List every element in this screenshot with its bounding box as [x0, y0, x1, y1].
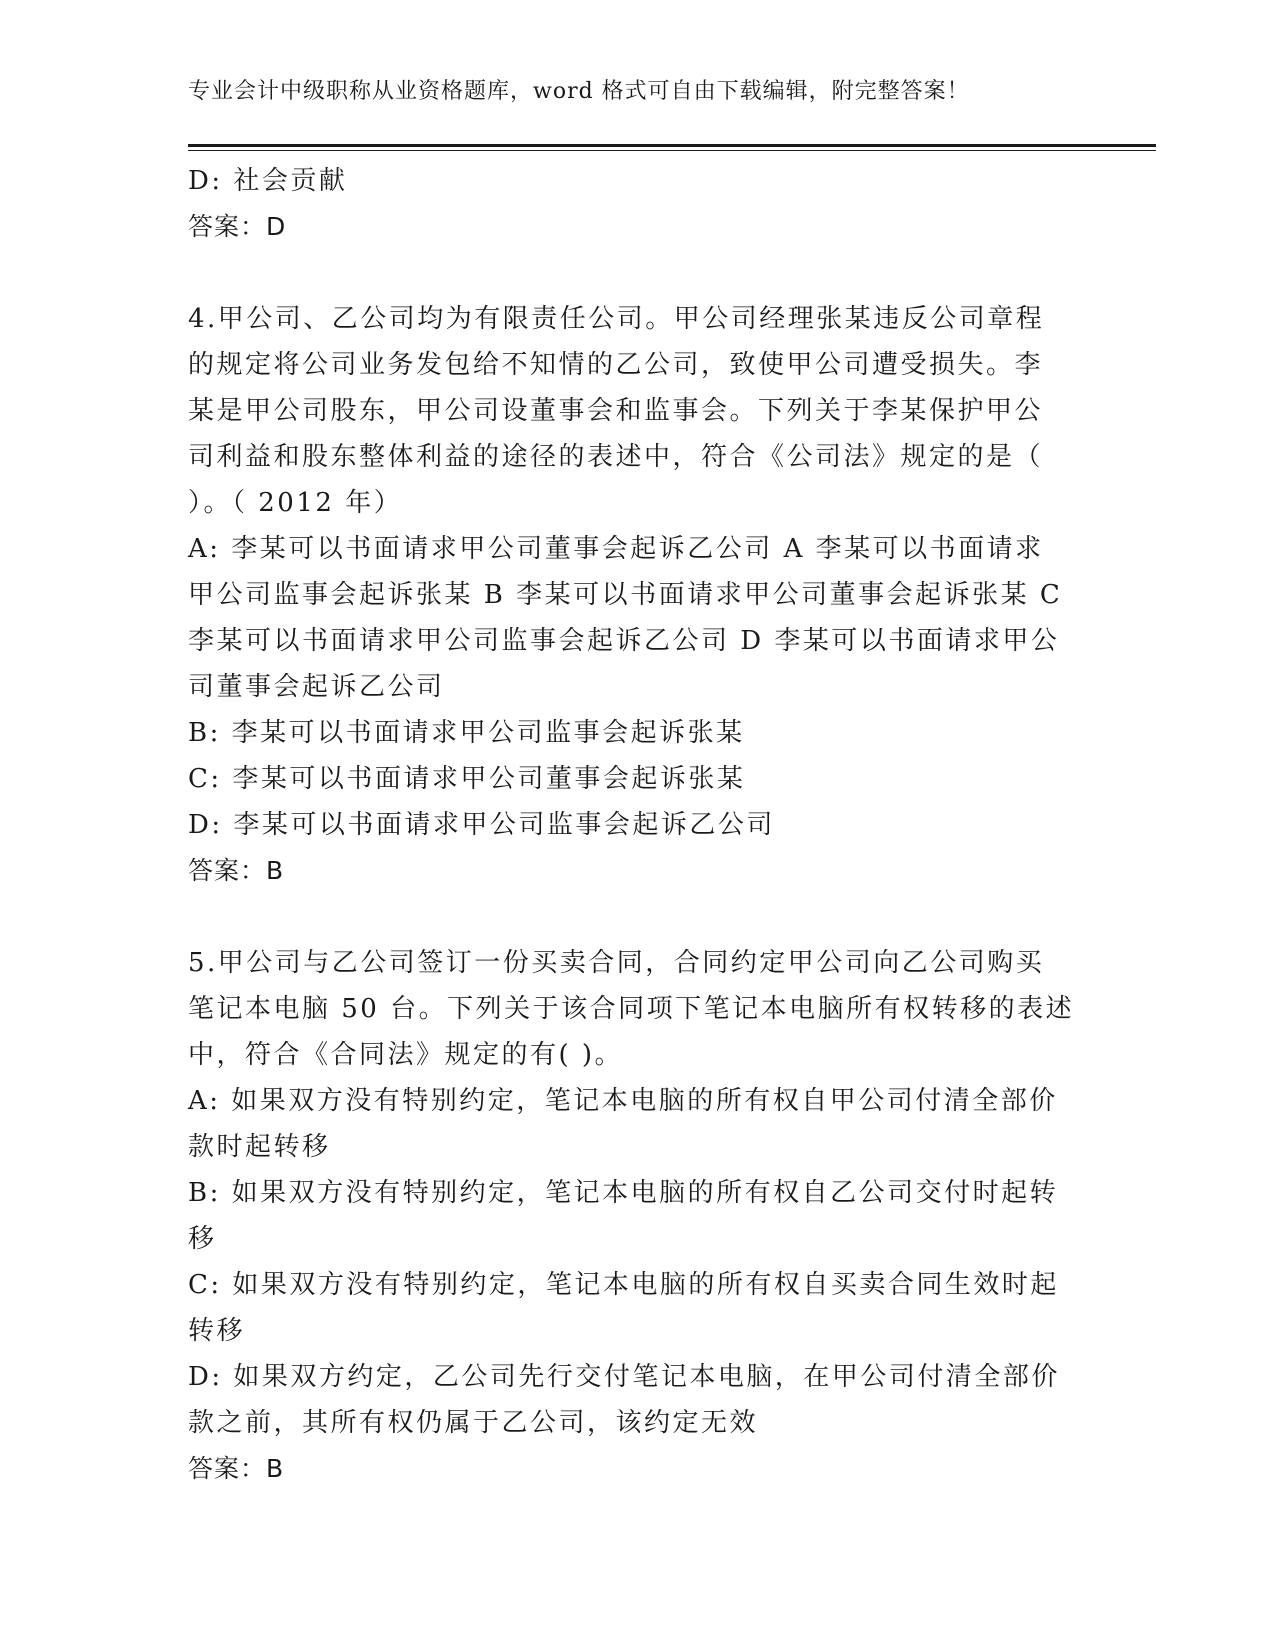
q4-option-a-line: 李某可以书面请求甲公司监事会起诉乙公司 D 李某可以书面请求甲公 — [188, 626, 1060, 656]
q5-option-c-line: C: 如果双方没有特别约定，笔记本电脑的所有权自买卖合同生效时起 — [188, 1270, 1059, 1300]
q5-option-d-line: D: 如果双方约定，乙公司先行交付笔记本电脑，在甲公司付清全部价 — [188, 1362, 1060, 1392]
q4-option-a-line: 甲公司监事会起诉张某 B 李某可以书面请求甲公司董事会起诉张某 C — [188, 580, 1063, 610]
question-content — [188, 158, 1088, 1492]
q5-option-a-line: 款时起转移 — [188, 1132, 331, 1162]
spacer — [188, 894, 1088, 940]
header-rule-thin — [188, 150, 1156, 151]
q5-option-d-line: 款之前，其所有权仍属于乙公司，该约定无效 — [188, 1408, 759, 1438]
q5-option-b-line: B: 如果双方没有特别约定，笔记本电脑的所有权自乙公司交付时起转 — [188, 1178, 1059, 1208]
q4-stem-line: ）。（ 2012 年） — [188, 488, 403, 518]
q4-option-a-line: 司董事会起诉乙公司 — [188, 672, 445, 702]
q4-stem-line: 某是甲公司股东，甲公司设董事会和监事会。下列关于李某保护甲公 — [188, 396, 1044, 426]
q3-option-d: D: 社会贡献 — [188, 166, 348, 196]
header-rule-thick — [188, 144, 1156, 147]
q5-option-a-line: A: 如果双方没有特别约定，笔记本电脑的所有权自甲公司付清全部价 — [188, 1086, 1058, 1116]
q4-stem-line: 司利益和股东整体利益的途径的表述中，符合《公司法》规定的是（ — [188, 442, 1044, 472]
question-5 — [188, 940, 1088, 1492]
q5-stem-line: 5.甲公司与乙公司签订一份买卖合同，合同约定甲公司向乙公司购买 — [188, 948, 1045, 978]
q5-stem-line: 笔记本电脑 50 台。下列关于该合同项下笔记本电脑所有权转移的表述 — [188, 994, 1075, 1024]
page-header: 专业会计中级职称从业资格题库，word 格式可自由下载编辑，附完整答案！ — [188, 79, 970, 104]
question-4 — [188, 296, 1088, 894]
q4-option-a-line: A: 李某可以书面请求甲公司董事会起诉乙公司 A 李某可以书面请求 — [188, 534, 1044, 564]
q5-option-b-line: 移 — [188, 1224, 217, 1254]
spacer — [188, 250, 1088, 296]
q4-stem-line: 的规定将公司业务发包给不知情的乙公司，致使甲公司遭受损失。李 — [188, 350, 1044, 380]
q5-option-c-line: 转移 — [188, 1316, 246, 1346]
q4-option-c: C: 李某可以书面请求甲公司董事会起诉张某 — [188, 764, 746, 794]
q3-answer: 答案：D — [188, 212, 287, 241]
q4-stem-line: 4.甲公司、乙公司均为有限责任公司。甲公司经理张某违反公司章程 — [188, 304, 1045, 334]
q4-answer: 答案：B — [188, 856, 285, 885]
q4-option-b: B: 李某可以书面请求甲公司监事会起诉张某 — [188, 718, 745, 748]
q5-answer: 答案：B — [188, 1454, 285, 1483]
q4-option-d: D: 李某可以书面请求甲公司监事会起诉乙公司 — [188, 810, 775, 840]
q5-stem-line: 中，符合《合同法》规定的有( )。 — [188, 1040, 624, 1070]
